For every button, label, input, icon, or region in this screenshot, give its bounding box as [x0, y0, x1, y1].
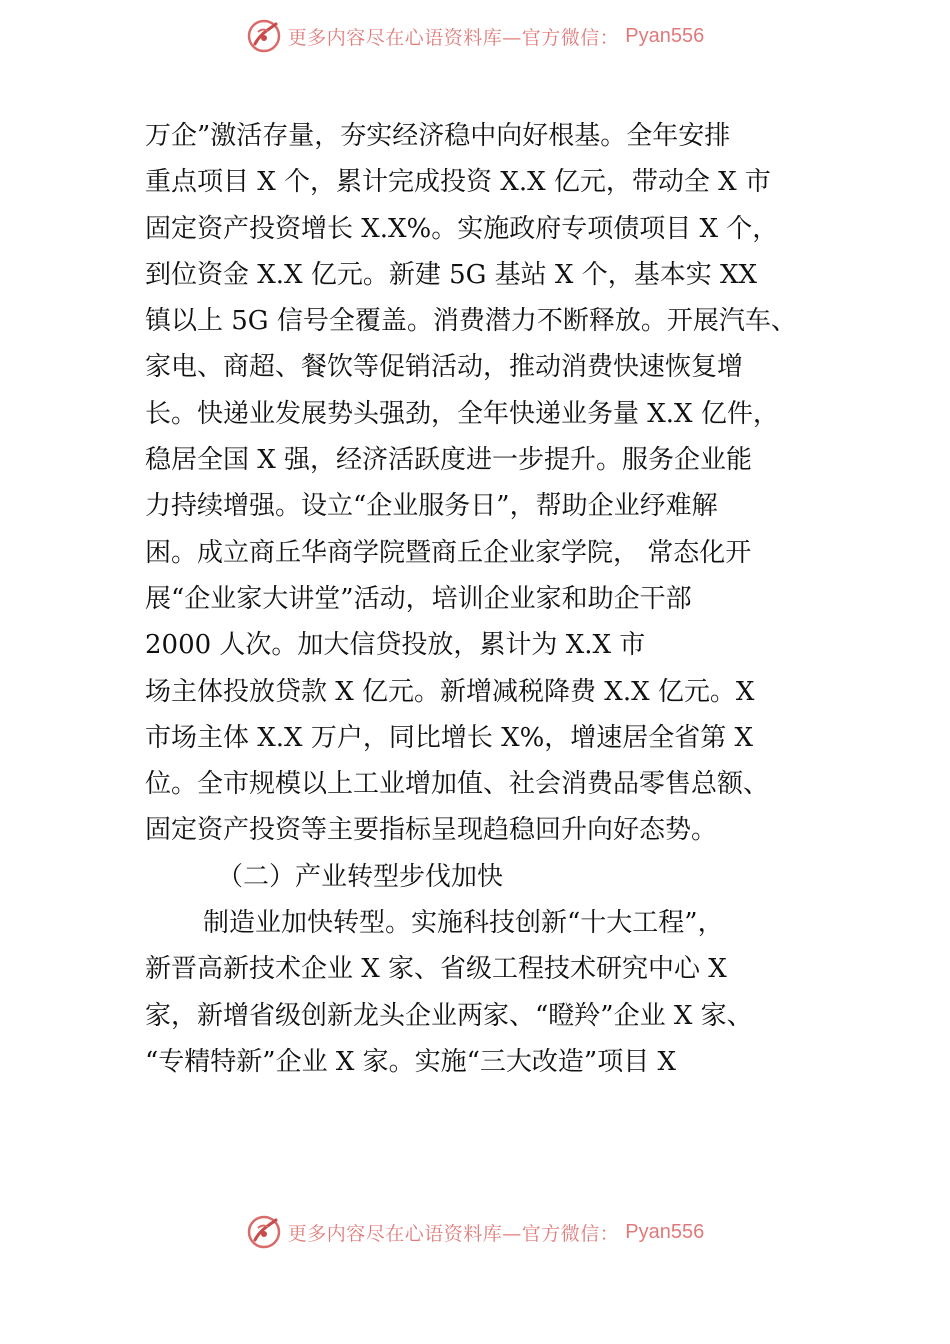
text-line: 固定资产投资等主要指标呈现趋稳回升向好态势。: [145, 815, 718, 846]
text-line: 困。成立商丘华商学院暨商丘企业家学院， 常态化开: [145, 537, 752, 568]
watermark-text: 更多内容尽在心语资料库—官方微信：: [287, 1222, 620, 1245]
text-line: 制造业加快转型。实施科技创新“十大工程”，: [203, 908, 724, 939]
section-heading: （二）产业转型步伐加快: [217, 861, 504, 892]
text-line: 万企”激活存量，夯实经济稳中向好根基。全年安排: [145, 121, 731, 151]
text-line: 位。全市规模以上工业增加值、社会消费品零售总额、: [145, 769, 770, 800]
text-line: 场主体投放贷款 X 亿元。新增减税降费 X.X 亿元。X: [145, 676, 755, 707]
text-line: 重点项目 X 个，累计完成投资 X.X 亿元，带动全 X 市: [145, 167, 771, 198]
watermark-wechat-id: Pyan556: [625, 24, 705, 47]
document-body: [145, 113, 845, 1085]
text-line: 固定资产投资增长 X.X%。实施政府专项债项目 X 个，: [145, 213, 779, 244]
logo-icon: [246, 1214, 282, 1250]
logo-icon: [246, 18, 282, 54]
header-watermark: [0, 16, 950, 56]
text-line: 力持续增强。设立“企业服务日”，帮助企业纾难解: [145, 491, 718, 522]
text-line: 家电、商超、餐饮等促销活动，推动消费快速恢复增: [145, 352, 744, 383]
text-line: 到位资金 X.X 亿元。新建 5G 基站 X 个，基本实 XX: [145, 259, 757, 290]
text-line: 展“企业家大讲堂”活动，培训企业家和助企干部: [145, 583, 692, 614]
watermark-wechat-id: Pyan556: [625, 1220, 705, 1243]
text-line: 长。快递业发展势头强劲，全年快递业务量 X.X 亿件，: [145, 398, 779, 429]
footer-watermark: [0, 1212, 950, 1252]
watermark-text: 更多内容尽在心语资料库—官方微信：: [287, 26, 620, 49]
text-line: 2000 人次。加大信贷投放，累计为 X.X 市: [145, 630, 646, 661]
text-line: 新晋高新技术企业 X 家、省级工程技术研究中心 X: [145, 954, 727, 985]
text-line: 市场主体 X.X 万户，同比增长 X%，增速居全省第 X: [145, 722, 754, 753]
text-line: “专精特新”企业 X 家。实施“三大改造”项目 X: [145, 1046, 676, 1077]
text-line: 家，新增省级创新龙头企业两家、“瞪羚”企业 X 家、: [145, 1000, 753, 1031]
text-line: 稳居全国 X 强，经济活跃度进一步提升。服务企业能: [145, 445, 753, 476]
text-line: 镇以上 5G 信号全覆盖。消费潜力不断释放。开展汽车、: [145, 306, 797, 337]
